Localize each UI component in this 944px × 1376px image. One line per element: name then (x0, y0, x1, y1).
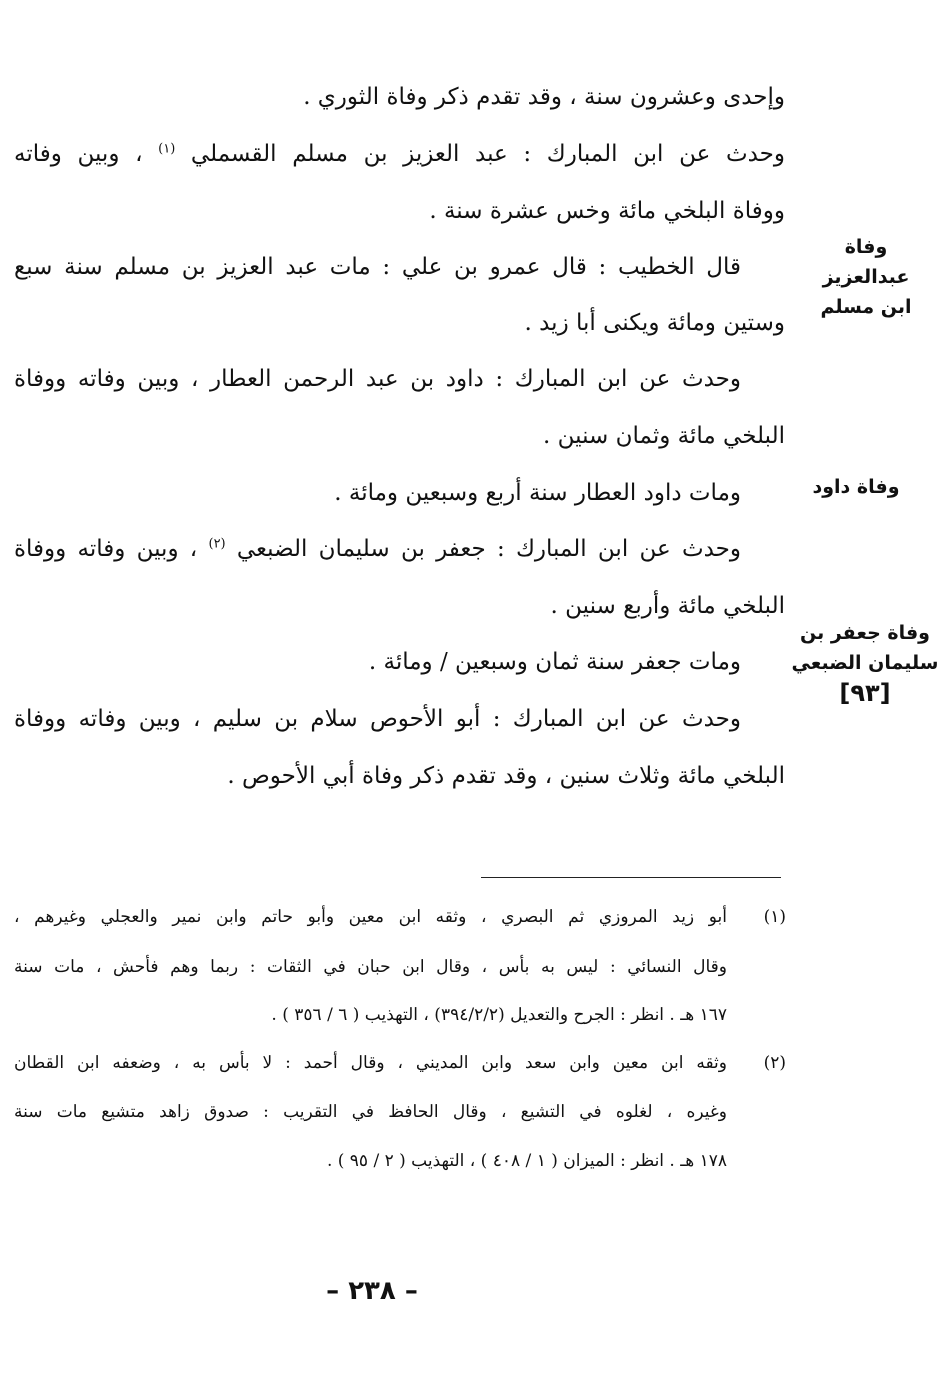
body-line-3: ووفاة البلخي مائة وخس عشرة سنة . (429, 198, 785, 224)
body-line-9-tail: ، وبين وفاته ووفاة (14, 536, 198, 562)
body-line-5: وستين ومائة ويكنى أبا زيد . (524, 310, 785, 336)
page-number: – ٢٣٨ – (326, 1276, 418, 1306)
footnote-2-line: وثقه ابن معين وابن سعد وابن المديني ، وقال أحمد : لا بأس به ، وضعفه ابن القطان (14, 1053, 727, 1073)
margin-note-line: وفاة (844, 236, 888, 258)
footnote-separator (481, 877, 781, 878)
body-line-9-text: وحدث عن ابن المبارك : جعفر بن سليمان الضبعي (236, 536, 742, 562)
body-line-6: وحدث عن ابن المبارك : داود بن عبد الرحمن العطار ، وبين وفاته ووفاة (14, 366, 741, 392)
footnote-2-number: (٢) (763, 1053, 786, 1073)
margin-note-line: عبدالعزيز (822, 266, 910, 288)
body-line-4: قال الخطيب : قال عمرو بن علي : مات عبد العزيز بن مسلم سنة سبع (14, 254, 741, 280)
body-line-10: البلخي مائة وأربع سنين . (550, 593, 785, 619)
margin-note-line: وفاة جعفر بن (800, 622, 930, 644)
body-line-9 (14, 532, 741, 566)
body-line-1: وإحدى وعشرون سنة ، وقد تقدم ذكر وفاة الثوري . (303, 84, 785, 110)
footnote-1-line: ١٦٧ هـ . انظر : الجرح والتعديل (٣٩٤/٢/٢) ، التهذيب ( ٦ / ٣٥٦ ) . (271, 1005, 727, 1025)
footnote-1-line: وقال النسائي : ليس به بأس ، وقال ابن حبان في الثقات : ربما وهم فأحش ، مات سنة (14, 957, 727, 977)
body-line-2 (14, 137, 785, 171)
margin-note-death-dawud (796, 472, 916, 502)
footnote-2-line: ١٧٨ هـ . انظر : الميزان ( ١ / ٤٠٨ ) ، التهذيب ( ٢ / ٩٥ ) . (326, 1151, 727, 1171)
margin-note-line: سليمان الضبعي (791, 652, 939, 674)
folio-marker: [٩٣] (839, 679, 891, 707)
body-line-2-tail: ، وبين وفاته (14, 141, 143, 167)
margin-note-line: وفاة داود (812, 476, 900, 498)
footnote-1-line: أبو زيد المروزي ثم البصري ، وثقه ابن معين وأبو حاتم وابن نمير والعجلي وغيرهم ، (14, 907, 727, 927)
body-line-12: وحدث عن ابن المبارك : أبو الأحوص سلام بن سليم ، وبين وفاته ووفاة (14, 706, 741, 732)
footnote-ref-2: (٢) (208, 536, 226, 552)
margin-note-death-jafar (790, 618, 940, 708)
body-line-7: البلخي مائة وثمان سنين . (543, 423, 785, 449)
footnote-2-line: وغيره ، لغلوه في التشيع ، وقال الحافظ في التقريب : صدوق زاهد متشيع مات سنة (14, 1102, 727, 1122)
body-line-2-text: وحدث عن ابن المبارك : عبد العزيز بن مسلم القسملي (190, 141, 785, 167)
footnote-ref-1: (١) (158, 141, 176, 157)
footnote-1-number: (١) (763, 907, 786, 927)
margin-note-line: ابن مسلم (820, 296, 912, 318)
body-line-11: ومات جعفر سنة ثمان وسبعين / ومائة . (368, 649, 741, 675)
body-line-8: ومات داود العطار سنة أربع وسبعين ومائة . (334, 480, 741, 506)
body-line-13: البلخي مائة وثلاث سنين ، وقد تقدم ذكر وفاة أبي الأحوص . (227, 763, 785, 789)
margin-note-death-abdulaziz (796, 232, 936, 322)
